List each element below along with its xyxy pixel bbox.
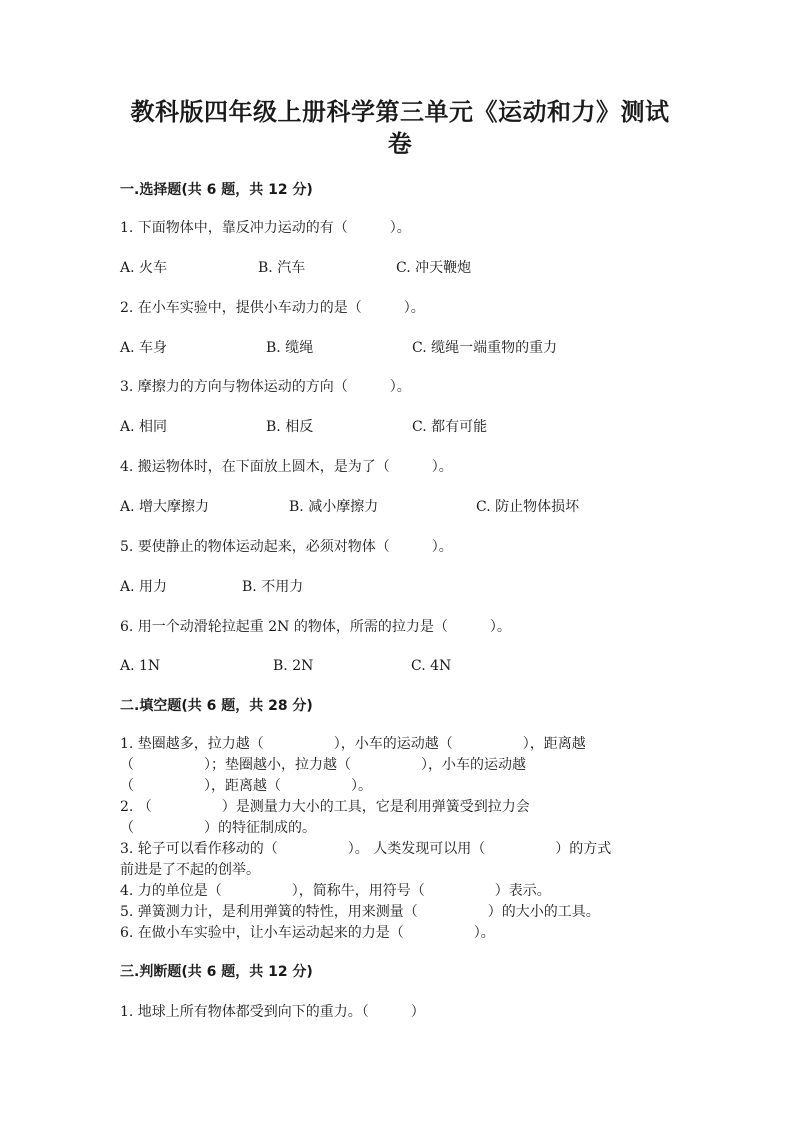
choice-q2-option-b: B. 缆绳 xyxy=(266,340,314,356)
choice-q4-option-b: B. 减小摩擦力 xyxy=(289,499,379,515)
section-heading-choice: 一.选择题(共 6 题，共 12 分) xyxy=(120,182,313,198)
fill-line: 5. 弹簧测力计，是利用弹簧的特性，用来测量（ ）的大小的工具。 xyxy=(120,904,600,920)
fill-line: （ ）；垫圈越小，拉力越（ ），小车的运动越 xyxy=(120,757,526,773)
page-title xyxy=(110,96,690,160)
choice-question-2: 2. 在小车实验中，提供小车动力的是（ ）。 xyxy=(120,300,425,316)
fill-line: 1. 垫圈越多，拉力越（ ），小车的运动越（ ），距离越 xyxy=(120,736,586,752)
title-line-2: 卷 xyxy=(387,130,413,158)
choice-q1-option-a: A. 火车 xyxy=(120,260,168,276)
fill-line: （ ）的特征制成的。 xyxy=(120,820,316,836)
choice-q5-option-a: A. 用力 xyxy=(120,579,168,595)
fill-line: 4. 力的单位是（ ），简称牛，用符号（ ）表示。 xyxy=(120,883,551,899)
fill-line: 2. （ ）是测量力大小的工具，它是利用弹簧受到拉力会 xyxy=(120,799,530,815)
choice-q6-option-b: B. 2N xyxy=(273,658,314,674)
choice-question-1: 1. 下面物体中，靠反冲力运动的有（ ）。 xyxy=(120,220,411,236)
choice-q3-option-c: C. 都有可能 xyxy=(412,419,488,435)
choice-q1-option-b: B. 汽车 xyxy=(258,260,306,276)
choice-q5-option-b: B. 不用力 xyxy=(242,579,304,595)
choice-q6-option-c: C. 4N xyxy=(411,658,452,674)
choice-q3-option-a: A. 相同 xyxy=(120,419,168,435)
fill-line: （ ），距离越（ ）。 xyxy=(120,778,372,794)
fill-questions xyxy=(120,734,680,944)
fill-line: 6. 在做小车实验中，让小车运动起来的力是（ ）。 xyxy=(120,925,495,941)
choice-q2-option-a: A. 车身 xyxy=(120,340,168,356)
choice-q1-option-c: C. 冲天鞭炮 xyxy=(396,260,472,276)
choice-q4-option-c: C. 防止物体损坏 xyxy=(476,499,580,515)
choice-q4-option-a: A. 增大摩擦力 xyxy=(120,499,210,515)
choice-question-5: 5. 要使静止的物体运动起来，必须对物体（ ）。 xyxy=(120,539,453,555)
title-line-1: 教科版四年级上册科学第三单元《运动和力》测试 xyxy=(130,98,670,126)
section-heading-judge: 三.判断题(共 6 题，共 12 分) xyxy=(120,964,313,980)
fill-line: 前进是了不起的创举。 xyxy=(120,862,260,878)
choice-question-3: 3. 摩擦力的方向与物体运动的方向（ ）。 xyxy=(120,379,411,395)
judge-question-1: 1. 地球上所有物体都受到向下的重力。（ ） xyxy=(120,1004,425,1020)
choice-question-4: 4. 搬运物体时，在下面放上圆木，是为了（ ）。 xyxy=(120,459,453,475)
choice-q6-option-a: A. 1N xyxy=(120,658,161,674)
section-heading-fill: 二.填空题(共 6 题，共 28 分) xyxy=(120,698,313,714)
choice-question-6: 6. 用一个动滑轮拉起重 2N 的物体，所需的拉力是（ ）。 xyxy=(120,619,511,635)
fill-line: 3. 轮子可以看作移动的（ ）。 人类发现可以用（ ）的方式 xyxy=(120,841,612,857)
choice-q3-option-b: B. 相反 xyxy=(266,419,314,435)
choice-q2-option-c: C. 缆绳一端重物的重力 xyxy=(412,340,558,356)
